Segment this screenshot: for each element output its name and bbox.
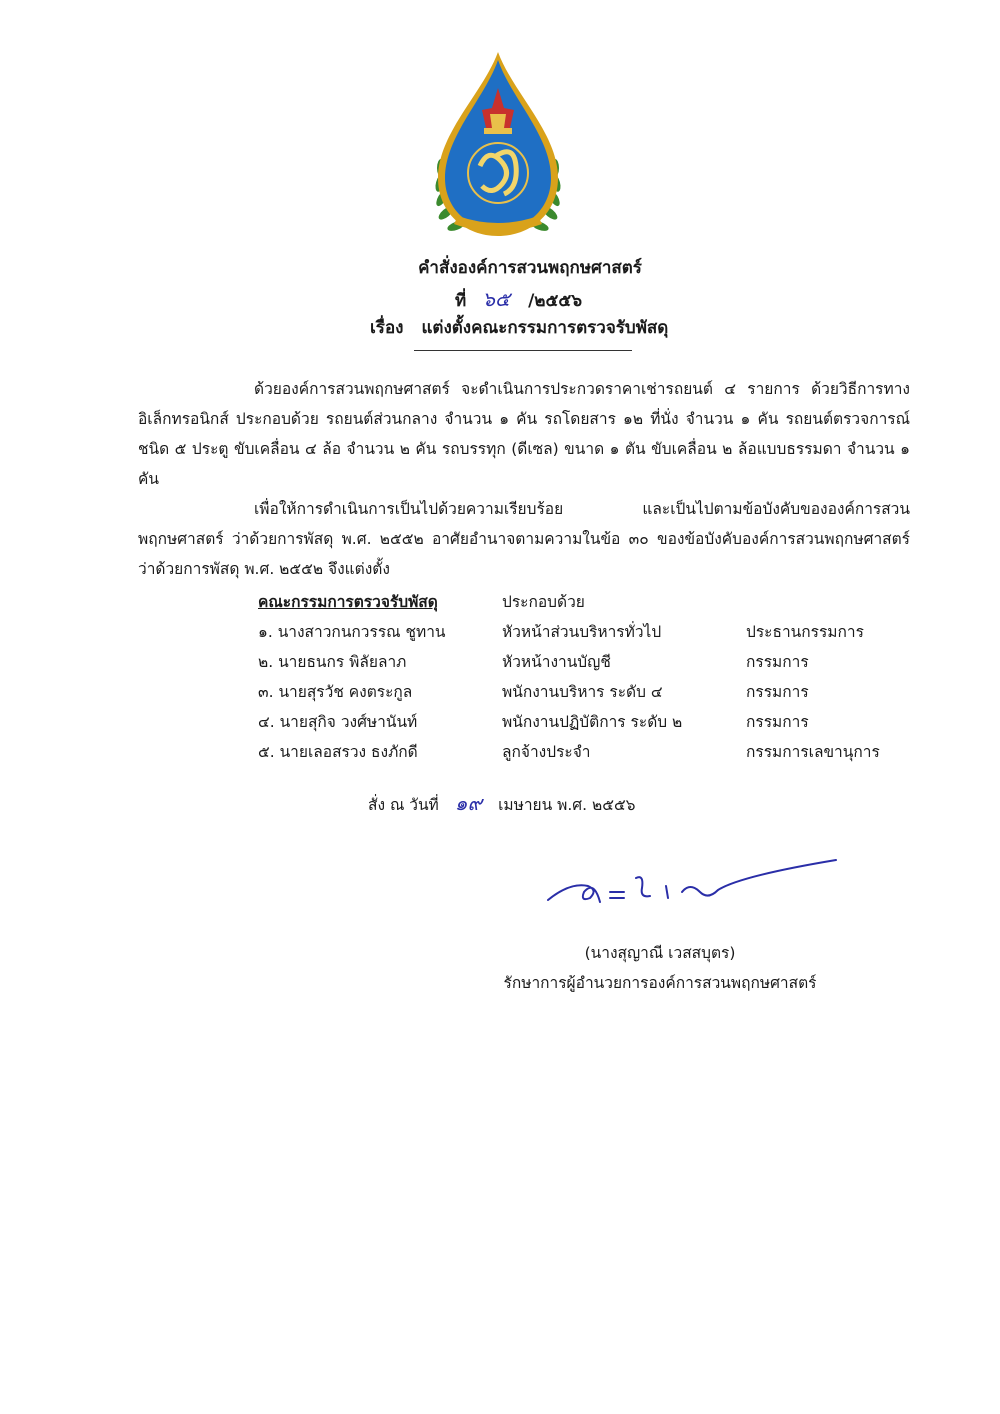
signatory-name: (นางสุญาณี เวสสบุตร)	[584, 944, 736, 962]
body-paragraph-2	[138, 494, 910, 584]
body-paragraph-1	[138, 374, 910, 494]
member-position: พนักงานปฏิบัติการ ระดับ ๒	[502, 713, 683, 731]
member-name: ๑. นางสาวกนกวรรณ ชูทาน	[258, 623, 446, 641]
committee-heading-suffix: ประกอบด้วย	[502, 593, 585, 611]
order-number-prefix: ที่	[455, 291, 467, 311]
signatory-title: รักษาการผู้อำนวยการองค์การสวนพฤกษศาสตร์	[503, 974, 817, 992]
member-role: กรรมการ	[746, 713, 809, 731]
order-number-handwritten: ๖๕	[482, 287, 511, 311]
committee-heading-row	[258, 587, 938, 617]
order-date-suffix: เมษายน พ.ศ. ๒๕๕๖	[498, 796, 636, 814]
committee-member-row	[258, 737, 938, 767]
member-name: ๔. นายสุกิจ วงศ์ษานันท์	[258, 713, 418, 731]
committee-heading: คณะกรรมการตรวจรับพัสดุ	[258, 593, 438, 611]
member-position: พนักงานบริหาร ระดับ ๔	[502, 683, 663, 701]
member-role: กรรมการ	[746, 683, 809, 701]
member-name: ๒. นายธนกร พิลัยลาภ	[258, 653, 407, 671]
order-date	[368, 787, 636, 819]
order-date-day-handwritten: ๑๙	[454, 791, 483, 815]
order-number	[455, 283, 655, 315]
subject-label: เรื่อง	[370, 318, 404, 338]
committee-list	[258, 587, 938, 767]
handwritten-signature	[540, 852, 840, 912]
organization-logo	[418, 48, 578, 248]
body-paragraph-2-text: เพื่อให้การดำเนินการเป็นไปด้วยความเรียบร้อย และเป็นไปตามข้อบังคับขององค์การสวนพฤกษศาสตร์ ว่าด้วยการพัสดุ พ.ศ. ๒๕๕๒ อาศัยอำนาจตามความในข้อ ๓๐ ของข้อบังคับองค์การสวนพฤกษศาสตร์ ว่าด้วยการพัสดุ พ.ศ. ๒๕๕๒ จึงแต่งตั้ง	[138, 500, 910, 578]
subject-text: แต่งตั้งคณะกรรมการตรวจรับพัสดุ	[421, 318, 669, 338]
member-role: กรรมการเลขานุการ	[746, 743, 880, 761]
member-position: หัวหน้าส่วนบริหารทั่วไป	[502, 623, 662, 641]
order-date-prefix: สั่ง ณ วันที่	[368, 796, 439, 814]
committee-member-row	[258, 677, 938, 707]
document-title: คำสั่งองค์การสวนพฤกษศาสตร์	[418, 258, 642, 278]
member-position: ลูกจ้างประจำ	[502, 743, 591, 761]
subject-line	[370, 314, 770, 341]
committee-member-row	[258, 707, 938, 737]
member-role: ประธานกรรมการ	[746, 623, 864, 641]
member-name: ๓. นายสุรวัช คงตระกูล	[258, 683, 413, 701]
member-position: หัวหน้างานบัญชี	[502, 653, 611, 671]
member-name: ๕. นายเลอสรวง ธงภักดี	[258, 743, 418, 761]
member-role: กรรมการ	[746, 653, 809, 671]
order-number-year: /๒๕๕๖	[528, 291, 583, 311]
committee-member-row	[258, 617, 938, 647]
heading-divider	[414, 350, 632, 351]
committee-member-row	[258, 647, 938, 677]
body-paragraph-1-text: ด้วยองค์การสวนพฤกษศาสตร์ จะดำเนินการประกวดราคาเช่ารถยนต์ ๔ รายการ ด้วยวิธีการทางอิเล็กทรอนิกส์ ประกอบด้วย รถยนต์ส่วนกลาง จำนวน ๑ คัน รถโดยสาร ๑๒ ที่นั่ง จำนวน ๑ คัน รถยนต์ตรวจการณ์ ชนิด ๕ ประตู ขับเคลื่อน ๔ ล้อ จำนวน ๒ คัน รถบรรทุก (ดีเซล) ขนาด ๑ ตัน ขับเคลื่อน ๒ ล้อแบบธรรมดา จำนวน ๑ คัน	[138, 380, 910, 488]
